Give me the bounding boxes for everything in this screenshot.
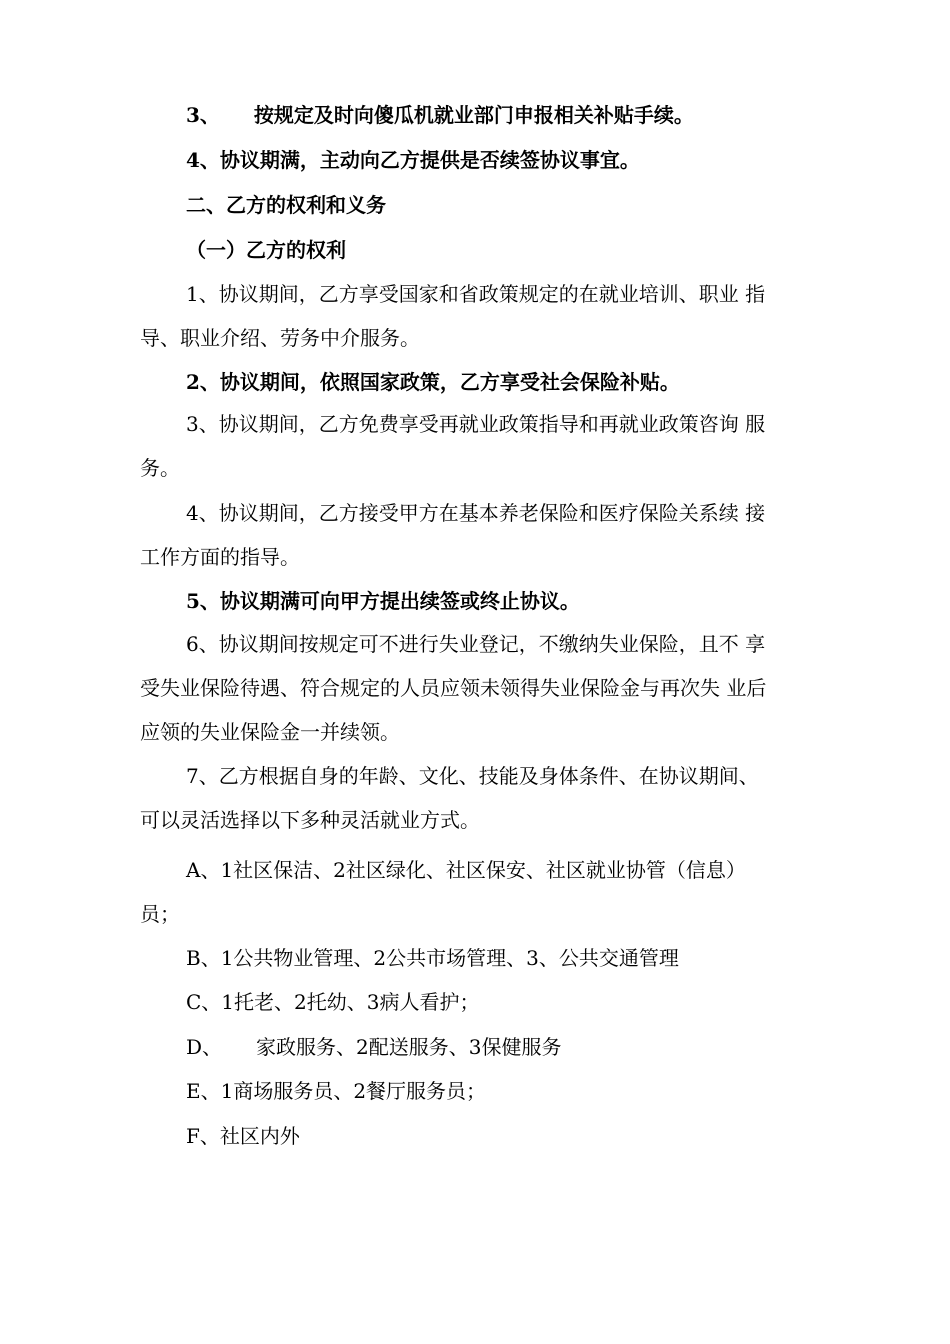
paragraph-obligation-3	[140, 93, 830, 137]
paragraph-obligation-4: 4、协议期满，主动向乙方提供是否续签协议事宜。	[186, 148, 640, 172]
text-line: 3、协议期间，乙方免费享受再就业政策指导和再就业政策咨询 服	[186, 412, 766, 436]
text-line: A、1社区保洁、2社区绿化、社区保安、社区就业协管（信息）	[186, 858, 746, 882]
option-list-item-d	[140, 1025, 830, 1069]
text-line: 导、职业介绍、劳务中介服务。	[140, 326, 420, 350]
option-list-item-b: B、1公共物业管理、2公共市场管理、3、公共交通管理	[186, 946, 679, 970]
paragraph-right-2: 2、协议期间，依照国家政策，乙方享受社会保险补贴。	[186, 370, 680, 394]
text-line: 1、协议期间，乙方享受国家和省政策规定的在就业培训、职业 指	[186, 282, 766, 306]
text-line: 工作方面的指导。	[140, 545, 300, 569]
item-text: 按规定及时向傻瓜机就业部门申报相关补贴手续。	[253, 103, 694, 127]
text-line: 员；	[140, 902, 180, 926]
paragraph-right-6	[140, 622, 830, 754]
text-line: 7、乙方根据自身的年龄、文化、技能及身体条件、在协议期间、	[186, 764, 759, 788]
text-line: 6、协议期间按规定可不进行失业登记，不缴纳失业保险，且不 享	[186, 632, 766, 656]
option-list-item-a	[140, 848, 830, 936]
item-text: 家政服务、2配送服务、3保健服务	[256, 1035, 562, 1059]
paragraph-right-4	[140, 491, 830, 579]
section-heading: 二、乙方的权利和义务	[186, 193, 386, 217]
paragraph-right-7	[140, 754, 830, 842]
subsection-heading: （一）乙方的权利	[186, 238, 346, 262]
text-line: 应领的失业保险金一并续领。	[140, 720, 400, 744]
option-list-item-f: F、社区内外	[186, 1124, 300, 1148]
paragraph-right-3	[140, 402, 830, 490]
item-number: 3、	[186, 103, 220, 127]
text-line: 务。	[140, 456, 180, 480]
text-line: 受失业保险待遇、符合规定的人员应领未领得失业保险金与再次失 业后	[140, 676, 767, 700]
item-number: D、	[186, 1035, 223, 1059]
option-list-item-c: C、1托老、2托幼、3病人看护；	[186, 990, 480, 1014]
text-line: 4、协议期间，乙方接受甲方在基本养老保险和医疗保险关系续 接	[186, 501, 766, 525]
paragraph-right-1	[140, 272, 830, 360]
text-line: 可以灵活选择以下多种灵活就业方式。	[140, 808, 480, 832]
paragraph-right-5: 5、协议期满可向甲方提出续签或终止协议。	[186, 589, 580, 613]
option-list-item-e: E、1商场服务员、2餐厅服务员；	[186, 1079, 487, 1103]
